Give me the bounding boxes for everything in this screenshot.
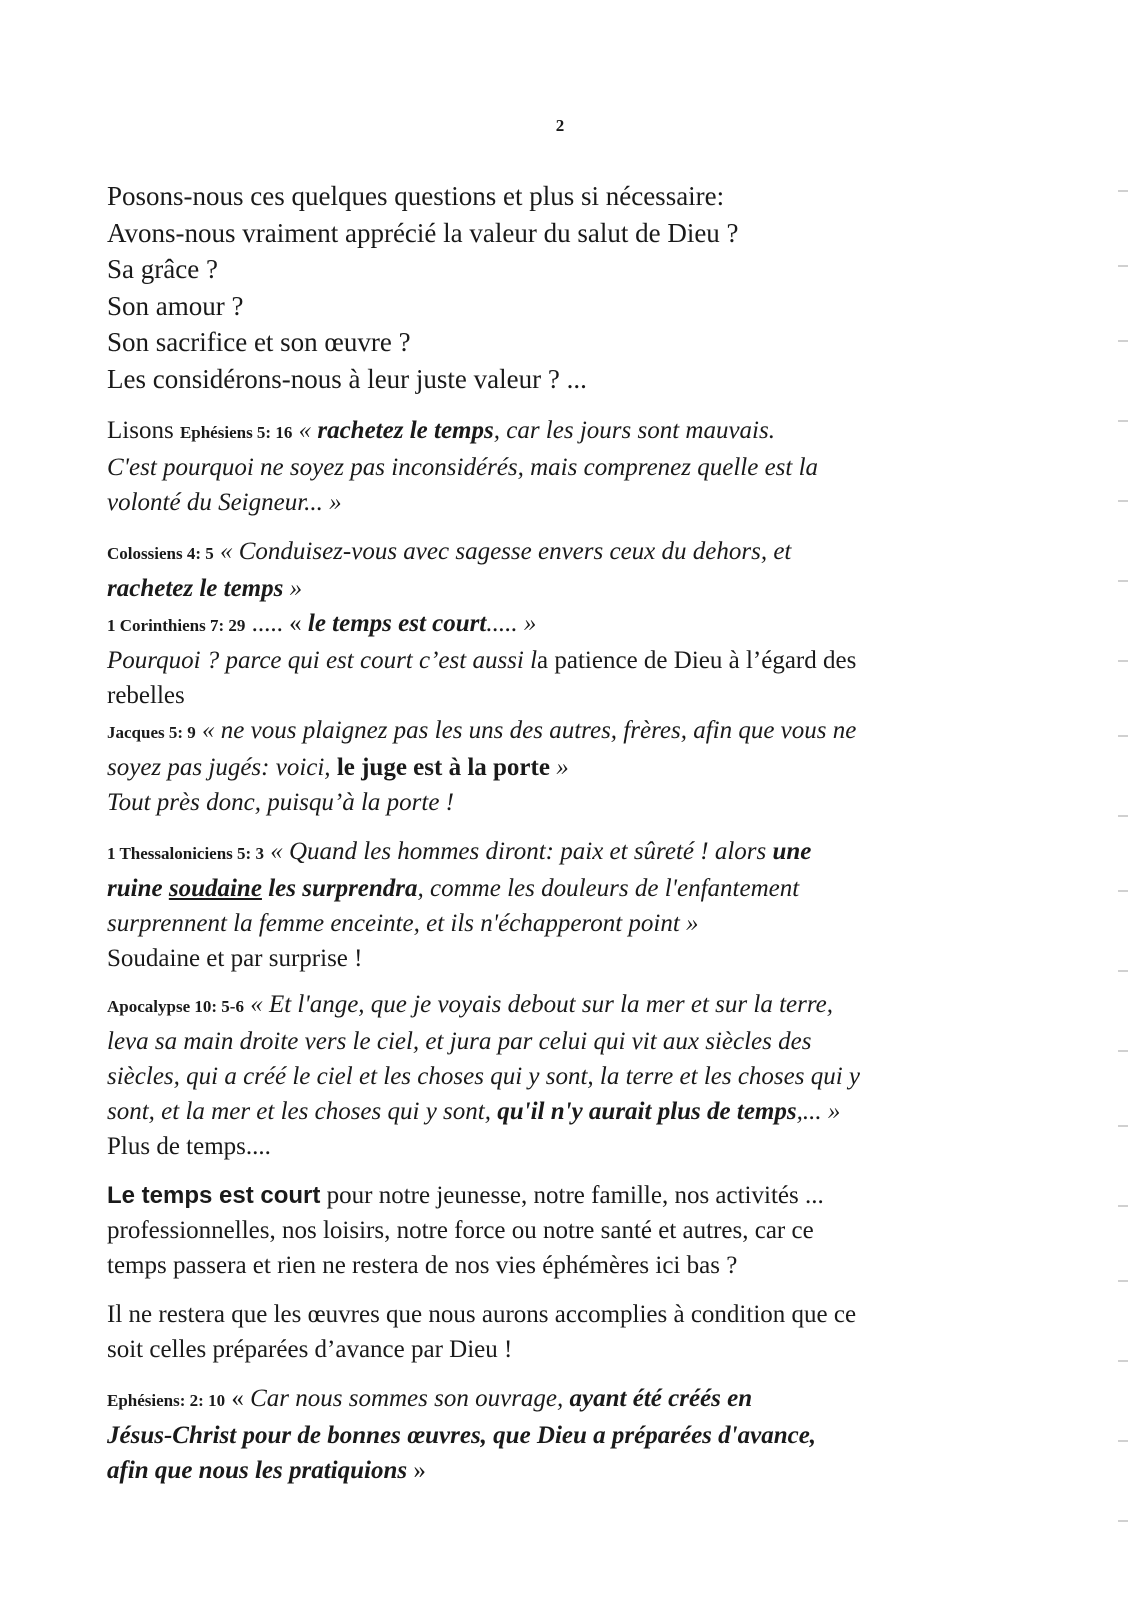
emphasis-text: le temps est court [307,610,487,637]
comment-text: a patience de Dieu à l’égard des [537,647,857,674]
quote-text: soyez pas jugés: voici, [107,754,337,781]
quote-ephesiens-2-10 [107,1381,1037,1488]
page-number: 2 [555,116,565,135]
emphasis-text: ayant été créés en [569,1385,753,1412]
paragraph-text: Il ne restera que les œuvres que nous aurons accomplies à condition que ce [107,1301,857,1328]
verse-reference: Jacques 5: 9 [107,723,196,742]
question-line: Son sacrifice et son œuvre ? [107,327,411,357]
quote-apocalypse-10-5-6 [107,987,1037,1164]
question-line: Les considérons-nous à leur juste valeur ? ... [107,363,587,394]
emphasis-text: les surprendra [261,875,418,902]
verse-reference: 1 Corinthiens 7: 29 [107,616,246,635]
underlined-text: soudaine [168,875,262,902]
emphasis-text: qu'il n'y aurait plus de temps [497,1098,797,1125]
paragraph-text: pour notre jeunesse, notre famille, nos activités ... [320,1182,824,1209]
quote-close: » [283,575,303,602]
verse-reference: 1 Thessaloniciens 5: 3 [107,844,264,863]
emphasis-text: ruine [107,875,169,902]
comment-text: Plus de temps.... [107,1133,271,1160]
comment-text: Tout près donc, puisqu’à la porte ! [107,789,454,816]
comment-text: Soudaine et par surprise ! [107,945,363,972]
quote-jacques-5-9 [107,713,1037,820]
quote-text: surprennent la femme enceinte, et ils n'échapperont point » [107,910,699,937]
quote-close: ..... » [486,610,537,637]
quote-ephesiens-5-16 [107,413,1037,520]
page-body [107,178,1037,1488]
quote-text: « ne vous plaignez pas les uns des autres, frères, afin que vous ne [195,717,857,744]
quote-text: sont, et la mer et les choses qui y sont, [107,1098,498,1125]
emphasis-text: Le temps est court [107,1182,321,1209]
question-line: Sa grâce ? [107,254,218,284]
intro-questions [107,178,1037,397]
emphasis-text: afin que nous les pratiquions [107,1457,408,1484]
paragraph-text: soit celles préparées d’avance par Dieu ! [107,1336,513,1363]
quote-colossiens-4-5 [107,534,1037,606]
quote-text: siècles, qui a créé le ciel et les choses qui y sont, la terre et les choses qui y [107,1063,861,1090]
emphasis-text: Jésus-Christ pour de bonnes œuvres, que Dieu a préparées d'avance, [107,1422,817,1449]
quote-open: ..... « [245,610,308,637]
quote-close: ,... » [796,1098,841,1125]
paragraph-oeuvres [107,1297,1037,1367]
quote-text: C'est pourquoi ne soyez pas inconsidérés, mais comprenez quelle est la [107,454,819,481]
quote-text: , comme les douleurs de l'enfantement [417,875,800,902]
quote-text: « Quand les hommes diront: paix et sûreté ! alors [263,838,773,865]
comment-text: rebelles [107,682,185,709]
emphasis-text: le juge est à la porte [336,754,550,781]
scan-edge-marks [1106,0,1140,1611]
verse-reference: Ephésiens 5: 16 [179,423,293,442]
paragraph-text: professionnelles, nos loisirs, notre force ou notre santé et autres, car ce [107,1217,814,1244]
quote-text: « Conduisez-vous avec sagesse envers ceux du dehors, et [213,538,792,565]
question-line: Son amour ? [107,290,244,321]
quote-open: « [292,417,318,444]
quote-text: volonté du Seigneur... » [107,489,342,516]
verse-reference: Ephésiens: 2: 10 [107,1391,226,1410]
quote-1-corinthiens-7-29 [107,606,1037,713]
emphasis-text: rachetez le temps [317,417,494,444]
paragraph-temps-court [107,1178,1037,1283]
emphasis-text: rachetez le temps [107,575,284,602]
question-line: Avons-nous vraiment apprécié la valeur du salut de Dieu ? [107,217,739,248]
quote-text: leva sa main droite vers le ciel, et jura par celui qui vit aux siècles des [107,1028,812,1055]
quote-close: » [549,754,569,781]
quote-1-thessaloniciens-5-3 [107,834,1037,976]
paragraph-text: temps passera et rien ne restera de nos vies éphémères ici bas ? [107,1252,738,1279]
quote-text: , car les jours sont mauvais. [493,417,775,444]
quote-close: » [407,1457,426,1484]
quote-text: Car nous sommes son ouvrage, [250,1385,570,1412]
comment-text: Pourquoi ? parce qui est court c’est aussi l [107,647,538,674]
question-line: Posons-nous ces quelques questions et plus si nécessaire: [107,181,725,211]
verse-reference: Apocalypse 10: 5-6 [107,997,244,1016]
verse-reference: Colossiens 4: 5 [107,544,214,563]
quote-open: « [225,1385,251,1412]
emphasis-text: une [772,838,812,865]
lead-text: Lisons [107,417,180,444]
quote-text: « Et l'ange, que je voyais debout sur la mer et sur la terre, [243,991,834,1018]
